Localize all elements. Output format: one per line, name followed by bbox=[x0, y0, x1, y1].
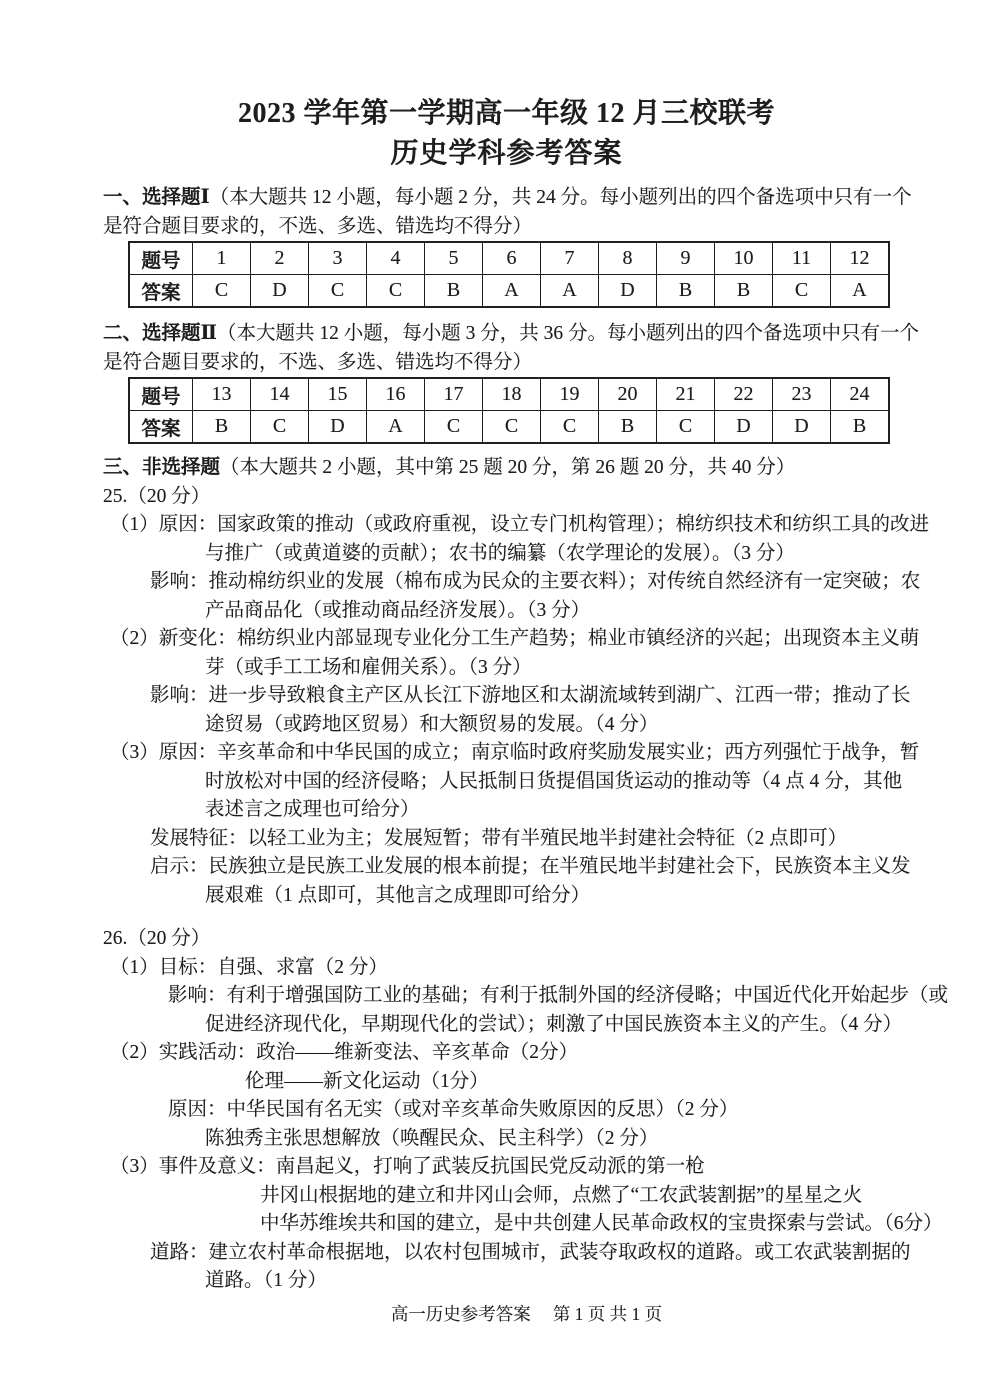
table-cell: D bbox=[773, 411, 831, 444]
table-cell: 1 bbox=[193, 242, 251, 275]
table-row-answers bbox=[129, 275, 889, 308]
table-cell: B bbox=[715, 275, 773, 308]
table-cell: B bbox=[425, 275, 483, 308]
table-cell: A bbox=[483, 275, 541, 308]
answer-line: 原因：中华民国有名无实（或对辛亥革命失败原因的反思）（2 分） bbox=[168, 1099, 739, 1120]
answer-line: （3）事件及意义：南昌起义，打响了武装反抗国民党反动派的第一枪 bbox=[110, 1156, 705, 1177]
answer-line: （1）原因：国家政策的推动（或政府重视，设立专门机构管理）；棉纺织技术和纺织工具的改进 bbox=[110, 514, 930, 535]
table-cell: 2 bbox=[251, 242, 309, 275]
table-header-cell: 题号 bbox=[129, 242, 193, 275]
table-cell: 22 bbox=[715, 378, 773, 411]
table-row-answers bbox=[129, 411, 889, 444]
table-cell: A bbox=[831, 275, 890, 308]
answer-line: 影响：进一步导致粮食主产区从长江下游地区和太湖流域转到湖广、江西一带；推动了长 bbox=[150, 685, 911, 706]
page-footer bbox=[103, 1302, 910, 1326]
answer-line: 与推广（或黄道婆的贡献）；农书的编纂（农学理论的发展）。（3 分） bbox=[205, 542, 795, 564]
document-title-line2: 历史学科参考答案 bbox=[390, 138, 623, 169]
table-cell: 17 bbox=[425, 378, 483, 411]
table-cell: D bbox=[309, 411, 367, 444]
table-cell: 14 bbox=[251, 378, 309, 411]
answer-line: 启示：民族独立是民族工业发展的根本前提；在半殖民地半封建社会下，民族资本主义发 bbox=[150, 856, 911, 877]
section2-heading-line1 bbox=[103, 320, 919, 349]
table-cell: 24 bbox=[831, 378, 890, 411]
answer-line: （2）新变化：棉纺织业内部显现专业化分工生产趋势；棉业市镇经济的兴起；出现资本主义萌 bbox=[110, 628, 920, 649]
table-header-cell: 题号 bbox=[129, 378, 193, 411]
answer-line: 发展特征：以轻工业为主；发展短暂；带有半殖民地半封建社会特征（2 点即可） bbox=[150, 827, 848, 849]
table-cell: 18 bbox=[483, 378, 541, 411]
table-cell: A bbox=[541, 275, 599, 308]
answer-line: 井冈山根据地的建立和井冈山会师，点燃了“工农武装割据”的星星之火 bbox=[260, 1184, 863, 1206]
answers-table-1 bbox=[128, 241, 890, 308]
table-cell: 19 bbox=[541, 378, 599, 411]
section1-heading-line2: 是符合题目要求的，不选、多选、错选均不得分） bbox=[103, 215, 533, 237]
section2-desc-line1: （本大题共 12 小题，每小题 3 分，共 36 分。每小题列出的四个备选项中只有一个 bbox=[216, 323, 919, 344]
table-cell: B bbox=[831, 411, 890, 444]
answer-line: 道路。（1 分） bbox=[205, 1270, 327, 1291]
table-header-cell: 答案 bbox=[129, 275, 193, 308]
section1-desc-line1: （本大题共 12 小题，每小题 2 分，共 24 分。每小题列出的四个备选项中只有一个 bbox=[209, 187, 912, 208]
table-cell: 3 bbox=[309, 242, 367, 275]
table-cell: B bbox=[193, 411, 251, 444]
table-cell: C bbox=[251, 411, 309, 444]
answer-line: （1）目标：自强、求富（2 分） bbox=[110, 956, 388, 978]
table-cell: C bbox=[367, 275, 425, 308]
answer-line: 中华苏维埃共和国的建立，是中共创建人民革命政权的宝贵探索与尝试。（6分） bbox=[260, 1213, 943, 1234]
section3-desc: （本大题共 2 小题，其中第 25 题 20 分，第 26 题 20 分，共 40 分） bbox=[220, 457, 796, 478]
table-cell: D bbox=[599, 275, 657, 308]
answer-line: 产品商品化（或推动商品经济发展）。（3 分） bbox=[205, 599, 591, 621]
section3-label: 三、非选择题 bbox=[103, 457, 221, 478]
table-cell: 13 bbox=[193, 378, 251, 411]
table-header-cell: 答案 bbox=[129, 411, 193, 444]
answer-line: 表述言之成理也可给分） bbox=[205, 799, 420, 820]
document-title-line1: 2023 学年第一学期高一年级 12 月三校联考 bbox=[237, 98, 775, 129]
table-cell: C bbox=[541, 411, 599, 444]
table-cell: A bbox=[367, 411, 425, 444]
answer-line: 道路：建立农村革命根据地，以农村包围城市，武装夺取政权的道路。或工农武装割据的 bbox=[150, 1241, 911, 1263]
table-cell: 11 bbox=[773, 242, 831, 275]
answer-line: 芽（或手工工场和雇佣关系）。（3 分） bbox=[205, 656, 532, 678]
table-cell: B bbox=[657, 275, 715, 308]
table-cell: D bbox=[251, 275, 309, 308]
table-cell: C bbox=[657, 411, 715, 444]
table-cell: 12 bbox=[831, 242, 890, 275]
section2-label: 二、选择题Ⅱ bbox=[103, 323, 217, 344]
table-cell: C bbox=[193, 275, 251, 308]
table-cell: 15 bbox=[309, 378, 367, 411]
answer-line: （2）实践活动：政治——维新变法、辛亥革命（2分） bbox=[110, 1042, 579, 1063]
table-row-numbers bbox=[129, 242, 889, 275]
table-cell: D bbox=[715, 411, 773, 444]
section2-heading-line2: 是符合题目要求的，不选、多选、错选均不得分） bbox=[103, 351, 533, 373]
table-cell: 23 bbox=[773, 378, 831, 411]
table-cell: C bbox=[309, 275, 367, 308]
table-cell: 8 bbox=[599, 242, 657, 275]
page-content bbox=[0, 96, 1000, 1326]
answer-line: 陈独秀主张思想解放（唤醒民众、民主科学）（2 分） bbox=[205, 1127, 659, 1149]
section3-heading bbox=[103, 454, 910, 483]
table-cell: C bbox=[425, 411, 483, 444]
table-cell: 21 bbox=[657, 378, 715, 411]
table-cell: 10 bbox=[715, 242, 773, 275]
table-cell: 6 bbox=[483, 242, 541, 275]
table-cell: C bbox=[773, 275, 831, 308]
section1-heading-line1 bbox=[103, 184, 910, 213]
footer-page-number: 第 1 页 共 1 页 bbox=[552, 1303, 663, 1324]
question26-number: 26.（20 分） bbox=[103, 928, 211, 949]
table-cell: C bbox=[483, 411, 541, 444]
answer-line: 途贸易（或跨地区贸易）和大额贸易的发展。（4 分） bbox=[205, 713, 659, 735]
section1-label: 一、选择题Ⅰ bbox=[103, 187, 210, 208]
answer-line: 影响：推动棉纺织业的发展（棉布成为民众的主要衣料）；对传统自然经济有一定突破；农 bbox=[150, 571, 921, 592]
table-cell: 16 bbox=[367, 378, 425, 411]
table-cell: 20 bbox=[599, 378, 657, 411]
answer-line: 展艰难（1 点即可，其他言之成理即可给分） bbox=[205, 884, 591, 906]
table-row-numbers bbox=[129, 378, 889, 411]
table-cell: 5 bbox=[425, 242, 483, 275]
footer-document-name: 高一历史参考答案 bbox=[390, 1303, 531, 1324]
question25-number: 25.（20 分） bbox=[103, 485, 211, 507]
table-cell: B bbox=[599, 411, 657, 444]
table-cell: 7 bbox=[541, 242, 599, 275]
answers-table-2 bbox=[128, 377, 890, 444]
table-cell: 4 bbox=[367, 242, 425, 275]
answer-line: 影响：有利于增强国防工业的基础；有利于抵制外国的经济侵略；中国近代化开始起步（或 bbox=[168, 985, 949, 1006]
answer-line: 促进经济现代化，早期现代化的尝试）；刺激了中国民族资本主义的产生。（4 分） bbox=[205, 1013, 903, 1035]
answer-line: （3）原因：辛亥革命和中华民国的成立；南京临时政府奖励发展实业；西方列强忙于战争，暂 bbox=[110, 742, 920, 763]
answer-line: 时放松对中国的经济侵略；人民抵制日货提倡国货运动的推动等（4 点 4 分，其他 bbox=[205, 770, 903, 792]
table-cell: 9 bbox=[657, 242, 715, 275]
answer-line: 伦理——新文化运动（1分） bbox=[245, 1070, 489, 1092]
